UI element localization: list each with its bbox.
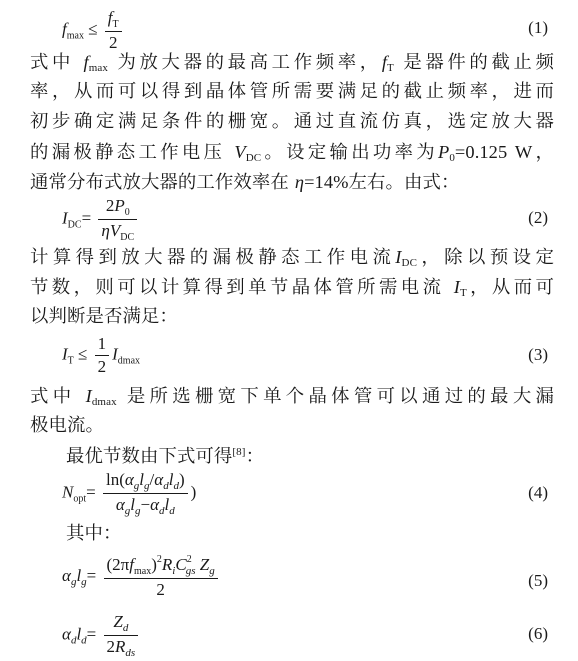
text-line: 率，从而可以得到晶体管所需要满足的截止频率，进而 [30,81,554,102]
equation-number: (1) [528,18,548,37]
text-line: 的漏极静态工作电压 VDC。设定输出功率为P0=0.125 W， [30,142,554,164]
text-line: 式中 fmax 为放大器的最高工作频率，fT 是器件的截止频 [30,52,554,74]
equation-4 [62,470,548,518]
text-line: 计算得到放大器的漏极静态工作电流IDC，除以预设定 [30,247,554,269]
text-line: 通常分布式放大器的工作效率在 η=14%左右。由式： [30,172,460,193]
text-line: 节数，则可以计算得到单节晶体管所需电流 IT，从而可 [30,277,555,299]
equation-2-body: $I_{DC}=$ $\frac{2P_0}{\eta V_{DC}}$ [62,196,140,243]
equation-number: (4) [528,483,548,502]
text-line: 式中 Idmax 是所选栅宽下单个晶体管可以通过的最大漏 [30,386,555,408]
equation-6-body: $\alpha_dl_d=$ $\frac{Z_d}{2R_{ds}}$ [62,612,141,659]
equation-number: (2) [528,208,548,227]
equation-5-body: $\alpha_gl_g=$ $\frac{(2\pi f_{max})^2R_iC^2_{gs} Z_g}{2}$ [62,554,221,600]
equation-5 [62,554,548,608]
equation-number: (5) [528,571,548,590]
text-line: 极电流。 [30,415,104,436]
text-line: 以判断是否满足： [30,306,178,327]
paragraph-5 [66,519,578,549]
equation-3-body: $I_T$ ≤ $\frac{1}{2}$ $I_{dmax}$ [62,334,141,376]
equation-4-body: $N_{opt}=$ $\frac{\ln(\alpha_gl_g/\alpha_dl_d)}{\alpha_gl_g-\alpha_dl_d}$ ) [62,470,197,517]
equation-6 [62,612,548,660]
text-line: 其中： [66,523,122,544]
paragraph-2 [30,242,554,332]
equation-number: (6) [528,624,548,643]
equation-number: (3) [528,345,548,364]
paragraph-3 [30,381,554,441]
equation-2 [62,196,548,244]
equation-1 [62,4,548,52]
equation-3 [62,334,548,378]
text-line: 最优节数由下式可得[8]： [66,446,265,467]
equation-1-body: $f_{max}$ ≤ $\frac{f_T}{2}$ [62,8,125,53]
paragraph-1 [30,47,554,197]
paragraph-4 [30,437,554,467]
text-line: 初步确定满足条件的栅宽。通过直流仿真，选定放大器 [30,111,554,132]
